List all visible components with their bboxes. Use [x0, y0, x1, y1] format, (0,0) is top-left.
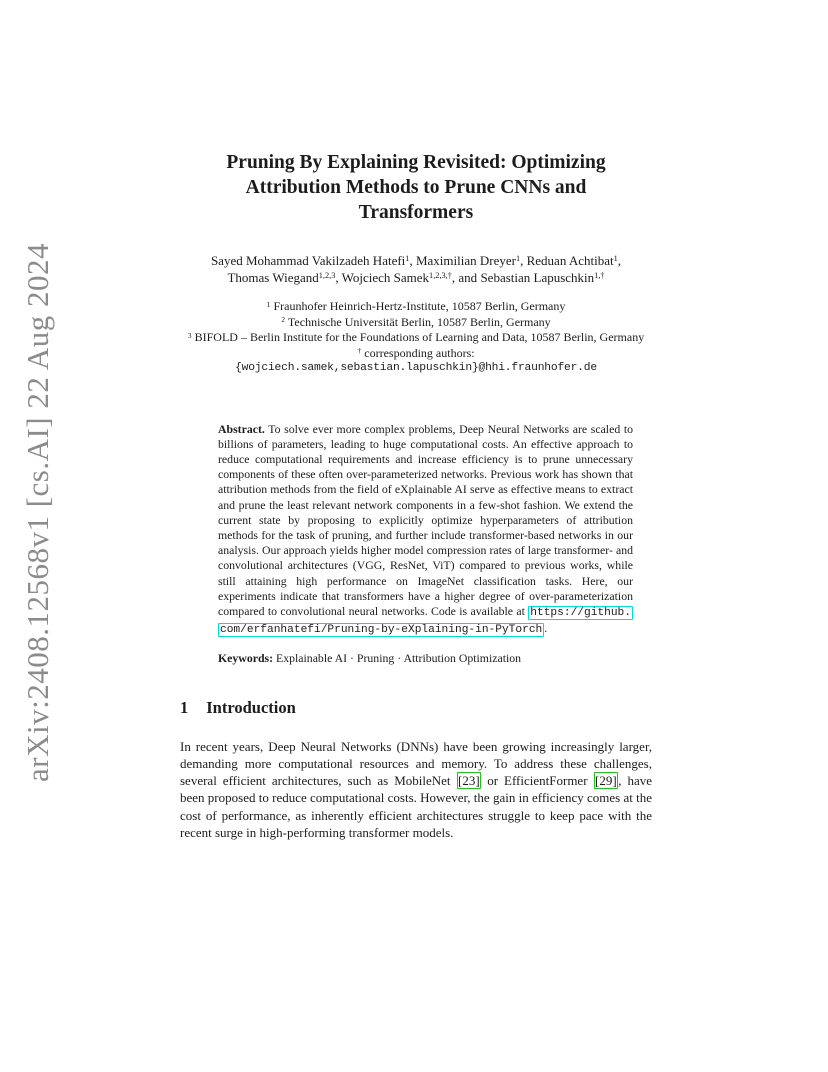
author-affiliation-mark: 1: [613, 254, 618, 264]
author-affiliation-mark: 1,†: [594, 271, 605, 281]
author-name: Wojciech Samek$^{1,2,3,\dagger}$, and: [341, 270, 481, 285]
keywords: [180, 651, 652, 666]
abstract-text: To solve ever more complex problems, Deep Neural Networks are scaled to billions of parameters, leading to huge computational costs. An effective approach to reduce computational requirements and increase efficiency is to prune unnecessary components of these often over-parameterized networks. Previous work has shown that attribution methods from the field of eXplainable AI serve as effective means to extract and prune the least relevant network components in a few-shot fashion. We extend the current state by proposing to explicitly optimize hyperparameters of attribution methods for the task of pruning, and further include transformer-based networks in our analysis. Our approach yields higher model compression rates of large transformer- and convolutional architectures (VGG, ResNet, ViT) compared to previous works, while still attaining high performance on ImageNet classification tasks. Here, our experiments indicate that transformers have a higher degree of over-parameterization compared to convolutional neural networks. Code is available at: [218, 421, 633, 618]
keywords-text: Explainable AI · Pruning · Attribution Optimization: [273, 651, 522, 666]
section-heading-introduction: [180, 698, 652, 718]
affiliation: $^1$ Fraunhofer Heinrich-Hertz-Institute, 10587 Berlin, Germany: [266, 299, 566, 313]
affiliation: $^2$ Technische Universität Berlin, 10587 Berlin, Germany: [281, 314, 551, 329]
paper-title: Pruning By Explaining Revisited: Optimizing Attribution Methods to Prune CNNs and Transformers: [226, 152, 606, 223]
author-name: Sayed Mohammad Vakilzadeh Hatefi$^1$,: [210, 253, 416, 268]
section-number: 1: [180, 697, 189, 717]
abstract: [180, 422, 652, 639]
arxiv-watermark: arXiv:2408.12568v1 [cs.AI] 22 Aug 2024: [20, 242, 55, 782]
section-title: Introduction: [206, 697, 296, 717]
affiliation-block: [180, 299, 652, 377]
keywords-label: Keywords:: [218, 651, 274, 666]
paragraph-text: or EfficientFormer: [481, 773, 594, 789]
author-affiliation-mark: 1,2,3: [318, 271, 336, 281]
affiliation: $^3$ BIFOLD – Berlin Institute for the Foundations of Learning and Data, 10587 Berlin, Germany: [187, 330, 645, 344]
abstract-label: Abstract.: [218, 421, 265, 436]
corresponding-authors-note: † corresponding authors:: [357, 345, 475, 360]
author-name: Maximilian Dreyer$^1$,: [415, 253, 527, 268]
paragraph-text: , have been proposed to reduce computational costs. However, the gain in efficiency comes at the cost of performance, as inherently efficient architectures struggle to keep pace with the recent surge in high-performing transformer models.: [180, 773, 652, 841]
author-affiliation-mark: 1: [515, 254, 521, 264]
paragraph-text: In recent years, Deep Neural Networks (DNNs) have been growing increasingly larger, demanding more computational resources and memory. To address these challenges, several efficient architectures, such as MobileNet: [180, 738, 652, 789]
code-repository-link[interactable]: https://github.com/erfanhatefi/Pruning-by-eXplaining-in-PyTorch: [220, 606, 631, 637]
corresponding-email: {wojciech.samek,sebastian.lapuschkin}@hhi.fraunhofer.de: [235, 362, 597, 374]
author-line-1: [180, 252, 652, 269]
author-name: Reduan Achtibat$^1$,: [526, 253, 622, 268]
author-affiliation-mark: 1,2,3,†: [429, 271, 452, 281]
citation-link-23[interactable]: [23]: [458, 773, 480, 789]
author-name: Sebastian Lapuschkin$^{1,\dagger}$: [480, 270, 605, 285]
introduction-paragraph: [180, 738, 652, 842]
author-name: Thomas Wiegand$^{1,2,3}$,: [227, 270, 342, 285]
paper-content: [180, 150, 652, 841]
author-line-2: [180, 269, 652, 286]
author-affiliation-mark: 1: [405, 254, 410, 264]
author-list: [180, 252, 652, 286]
citation-link-29[interactable]: [29]: [595, 773, 617, 789]
abstract-text-end: .: [544, 621, 548, 636]
